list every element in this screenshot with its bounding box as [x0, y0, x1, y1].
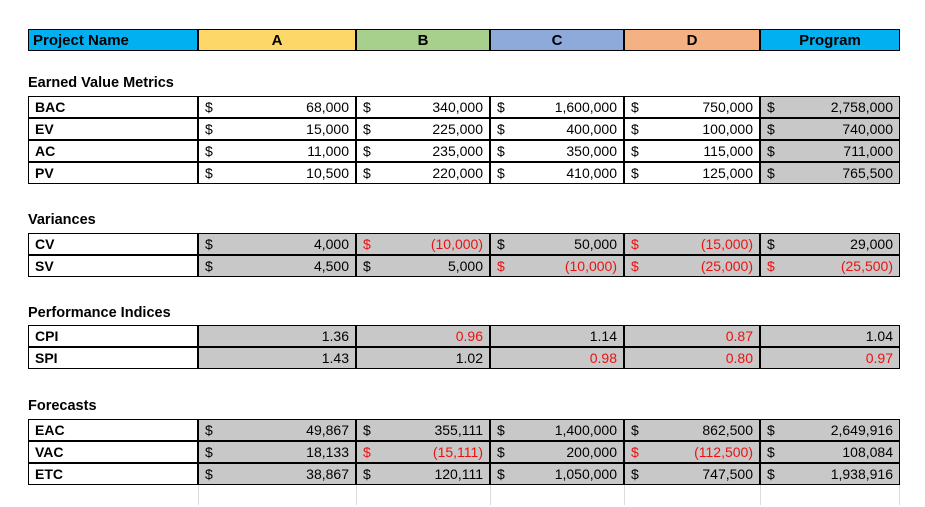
- value-amount: (25,000): [700, 258, 753, 274]
- value-cell[interactable]: 1.04: [760, 325, 900, 347]
- row-label-ac[interactable]: AC: [28, 140, 198, 162]
- currency-cell[interactable]: [624, 419, 760, 441]
- table-row: [0, 325, 925, 347]
- value-amount: (15,111): [432, 444, 483, 460]
- currency-symbol: $: [363, 165, 371, 181]
- value-amount: 2,758,000: [830, 99, 893, 115]
- currency-symbol: $: [205, 236, 213, 252]
- row-label-cv[interactable]: CV: [28, 233, 198, 255]
- currency-symbol: $: [205, 121, 213, 137]
- currency-symbol: $: [363, 258, 371, 274]
- currency-cell[interactable]: [624, 140, 760, 162]
- currency-cell[interactable]: [198, 140, 356, 162]
- currency-symbol: $: [205, 444, 213, 460]
- value-amount: 49,867: [306, 422, 349, 438]
- value-amount: 400,000: [566, 121, 617, 137]
- value-amount: 711,000: [843, 143, 893, 159]
- currency-symbol: $: [767, 258, 775, 274]
- currency-cell[interactable]: [356, 118, 490, 140]
- currency-symbol: $: [363, 444, 371, 460]
- currency-symbol: $: [497, 236, 505, 252]
- currency-symbol: $: [497, 165, 505, 181]
- currency-cell[interactable]: [490, 118, 624, 140]
- header-column-c[interactable]: C: [490, 29, 624, 51]
- currency-cell[interactable]: [624, 233, 760, 255]
- sheet-gridline: [198, 485, 199, 505]
- table-row: [0, 96, 925, 118]
- currency-cell[interactable]: [356, 140, 490, 162]
- value-amount: 125,000: [702, 165, 753, 181]
- value-cell[interactable]: 0.97: [760, 347, 900, 369]
- currency-cell[interactable]: [624, 96, 760, 118]
- currency-symbol: $: [767, 422, 775, 438]
- currency-cell[interactable]: [624, 118, 760, 140]
- currency-symbol: $: [363, 236, 371, 252]
- currency-symbol: $: [363, 422, 371, 438]
- header-column-a[interactable]: A: [198, 29, 356, 51]
- currency-cell[interactable]: [760, 419, 900, 441]
- currency-symbol: $: [631, 258, 639, 274]
- currency-cell[interactable]: [198, 255, 356, 277]
- currency-cell[interactable]: [356, 463, 490, 485]
- currency-cell[interactable]: [490, 162, 624, 184]
- currency-symbol: $: [767, 466, 775, 482]
- value-amount: 340,000: [432, 99, 483, 115]
- header-column-b[interactable]: B: [356, 29, 490, 51]
- currency-cell[interactable]: [624, 162, 760, 184]
- table-row: [0, 463, 925, 485]
- row-label-sv[interactable]: SV: [28, 255, 198, 277]
- currency-symbol: $: [631, 466, 639, 482]
- sheet-gridline: [356, 485, 357, 505]
- value-amount: 68,000: [306, 99, 349, 115]
- value-amount: 18,133: [306, 444, 349, 460]
- currency-symbol: $: [631, 121, 639, 137]
- currency-cell[interactable]: [356, 162, 490, 184]
- value-amount: (10,000): [430, 236, 483, 252]
- table-row: [0, 441, 925, 463]
- value-cell[interactable]: 0.87: [624, 325, 760, 347]
- currency-symbol: $: [205, 143, 213, 159]
- value-amount: 10,500: [306, 165, 349, 181]
- currency-symbol: $: [767, 444, 775, 460]
- currency-cell[interactable]: [490, 233, 624, 255]
- header-row: [0, 29, 925, 51]
- currency-symbol: $: [363, 99, 371, 115]
- currency-symbol: $: [497, 258, 505, 274]
- currency-symbol: $: [631, 422, 639, 438]
- section-title: Earned Value Metrics: [28, 75, 174, 91]
- table-row: [0, 255, 925, 277]
- value-amount: 15,000: [306, 121, 349, 137]
- currency-symbol: $: [631, 236, 639, 252]
- value-cell[interactable]: 1.36: [198, 325, 356, 347]
- currency-cell[interactable]: [624, 255, 760, 277]
- currency-cell[interactable]: [356, 255, 490, 277]
- currency-cell[interactable]: [760, 463, 900, 485]
- currency-symbol: $: [497, 466, 505, 482]
- currency-cell[interactable]: [356, 419, 490, 441]
- currency-symbol: $: [205, 422, 213, 438]
- value-amount: 1,400,000: [554, 422, 617, 438]
- value-cell[interactable]: 0.96: [356, 325, 490, 347]
- section-title: Variances: [28, 212, 96, 228]
- currency-cell[interactable]: [198, 118, 356, 140]
- currency-symbol: $: [363, 121, 371, 137]
- row-label-vac[interactable]: VAC: [28, 441, 198, 463]
- value-amount: 410,000: [566, 165, 617, 181]
- currency-symbol: $: [205, 99, 213, 115]
- currency-cell[interactable]: [760, 118, 900, 140]
- row-label-eac[interactable]: EAC: [28, 419, 198, 441]
- currency-cell[interactable]: [490, 419, 624, 441]
- value-amount: (112,500): [694, 444, 753, 460]
- table-row: [0, 419, 925, 441]
- header-label-project-name[interactable]: Project Name: [28, 29, 198, 51]
- table-row: [0, 233, 925, 255]
- currency-cell[interactable]: [356, 233, 490, 255]
- value-amount: 4,000: [313, 236, 349, 252]
- value-amount: 740,000: [842, 121, 893, 137]
- row-label-etc[interactable]: ETC: [28, 463, 198, 485]
- currency-symbol: $: [205, 258, 213, 274]
- value-amount: 235,000: [432, 143, 483, 159]
- value-amount: 747,500: [702, 466, 753, 482]
- currency-symbol: $: [631, 165, 639, 181]
- sheet-gridline: [624, 485, 625, 505]
- value-amount: 50,000: [574, 236, 617, 252]
- currency-symbol: $: [497, 143, 505, 159]
- value-amount: 862,500: [702, 422, 753, 438]
- value-amount: 120,111: [434, 466, 483, 482]
- currency-cell[interactable]: [198, 162, 356, 184]
- currency-symbol: $: [767, 143, 775, 159]
- currency-cell[interactable]: [490, 441, 624, 463]
- value-amount: 38,867: [306, 466, 349, 482]
- currency-cell[interactable]: [198, 96, 356, 118]
- value-amount: 200,000: [566, 444, 617, 460]
- row-label-pv[interactable]: PV: [28, 162, 198, 184]
- value-cell[interactable]: 0.80: [624, 347, 760, 369]
- currency-symbol: $: [363, 143, 371, 159]
- value-amount: 750,000: [702, 99, 753, 115]
- value-amount: 350,000: [566, 143, 617, 159]
- value-amount: (25,500): [840, 258, 893, 274]
- table-row: [0, 118, 925, 140]
- currency-symbol: $: [631, 444, 639, 460]
- currency-cell[interactable]: [198, 233, 356, 255]
- currency-symbol: $: [631, 99, 639, 115]
- value-cell[interactable]: 1.43: [198, 347, 356, 369]
- currency-cell[interactable]: [356, 96, 490, 118]
- currency-cell[interactable]: [760, 140, 900, 162]
- currency-symbol: $: [631, 143, 639, 159]
- sheet-gridline: [490, 485, 491, 505]
- value-cell[interactable]: 1.02: [356, 347, 490, 369]
- currency-cell[interactable]: [490, 96, 624, 118]
- currency-cell[interactable]: [760, 96, 900, 118]
- currency-symbol: $: [205, 466, 213, 482]
- currency-symbol: $: [497, 422, 505, 438]
- currency-cell[interactable]: [198, 419, 356, 441]
- currency-cell[interactable]: [760, 255, 900, 277]
- currency-cell[interactable]: [356, 441, 490, 463]
- row-label-ev[interactable]: EV: [28, 118, 198, 140]
- table-row: [0, 347, 925, 369]
- currency-cell[interactable]: [760, 233, 900, 255]
- currency-symbol: $: [767, 165, 775, 181]
- value-amount: 5,000: [447, 258, 483, 274]
- row-label-spi[interactable]: SPI: [28, 347, 198, 369]
- currency-symbol: $: [767, 121, 775, 137]
- currency-symbol: $: [205, 165, 213, 181]
- currency-cell[interactable]: [490, 463, 624, 485]
- currency-cell[interactable]: [760, 162, 900, 184]
- currency-symbol: $: [497, 99, 505, 115]
- header-column-program[interactable]: Program: [760, 29, 900, 51]
- currency-cell[interactable]: [624, 441, 760, 463]
- value-amount: 220,000: [432, 165, 483, 181]
- currency-symbol: $: [363, 466, 371, 482]
- table-row: [0, 140, 925, 162]
- value-amount: 1,050,000: [554, 466, 617, 482]
- table-row: [0, 162, 925, 184]
- currency-symbol: $: [767, 236, 775, 252]
- section-title: Performance Indices: [28, 305, 171, 321]
- currency-cell[interactable]: [760, 441, 900, 463]
- value-cell[interactable]: 0.98: [490, 347, 624, 369]
- value-amount: (15,000): [700, 236, 753, 252]
- value-amount: 355,111: [434, 422, 483, 438]
- value-amount: 100,000: [702, 121, 753, 137]
- sheet-gridline: [760, 485, 761, 505]
- currency-symbol: $: [497, 121, 505, 137]
- sheet-gridline: [899, 485, 900, 505]
- value-amount: 29,000: [850, 236, 893, 252]
- currency-symbol: $: [497, 444, 505, 460]
- value-amount: 225,000: [432, 121, 483, 137]
- row-label-bac[interactable]: BAC: [28, 96, 198, 118]
- value-amount: 765,500: [842, 165, 893, 181]
- value-amount: 1,938,916: [830, 466, 893, 482]
- value-amount: 4,500: [313, 258, 349, 274]
- currency-cell[interactable]: [198, 463, 356, 485]
- header-column-d[interactable]: D: [624, 29, 760, 51]
- currency-symbol: $: [767, 99, 775, 115]
- value-amount: 108,084: [842, 444, 893, 460]
- value-cell[interactable]: 1.14: [490, 325, 624, 347]
- section-title: Forecasts: [28, 398, 97, 414]
- currency-cell[interactable]: [624, 463, 760, 485]
- value-amount: 115,000: [703, 143, 753, 159]
- value-amount: (10,000): [564, 258, 617, 274]
- currency-cell[interactable]: [490, 255, 624, 277]
- currency-cell[interactable]: [198, 441, 356, 463]
- value-amount: 1,600,000: [554, 99, 617, 115]
- value-amount: 2,649,916: [830, 422, 893, 438]
- currency-cell[interactable]: [490, 140, 624, 162]
- value-amount: 11,000: [307, 143, 349, 159]
- row-label-cpi[interactable]: CPI: [28, 325, 198, 347]
